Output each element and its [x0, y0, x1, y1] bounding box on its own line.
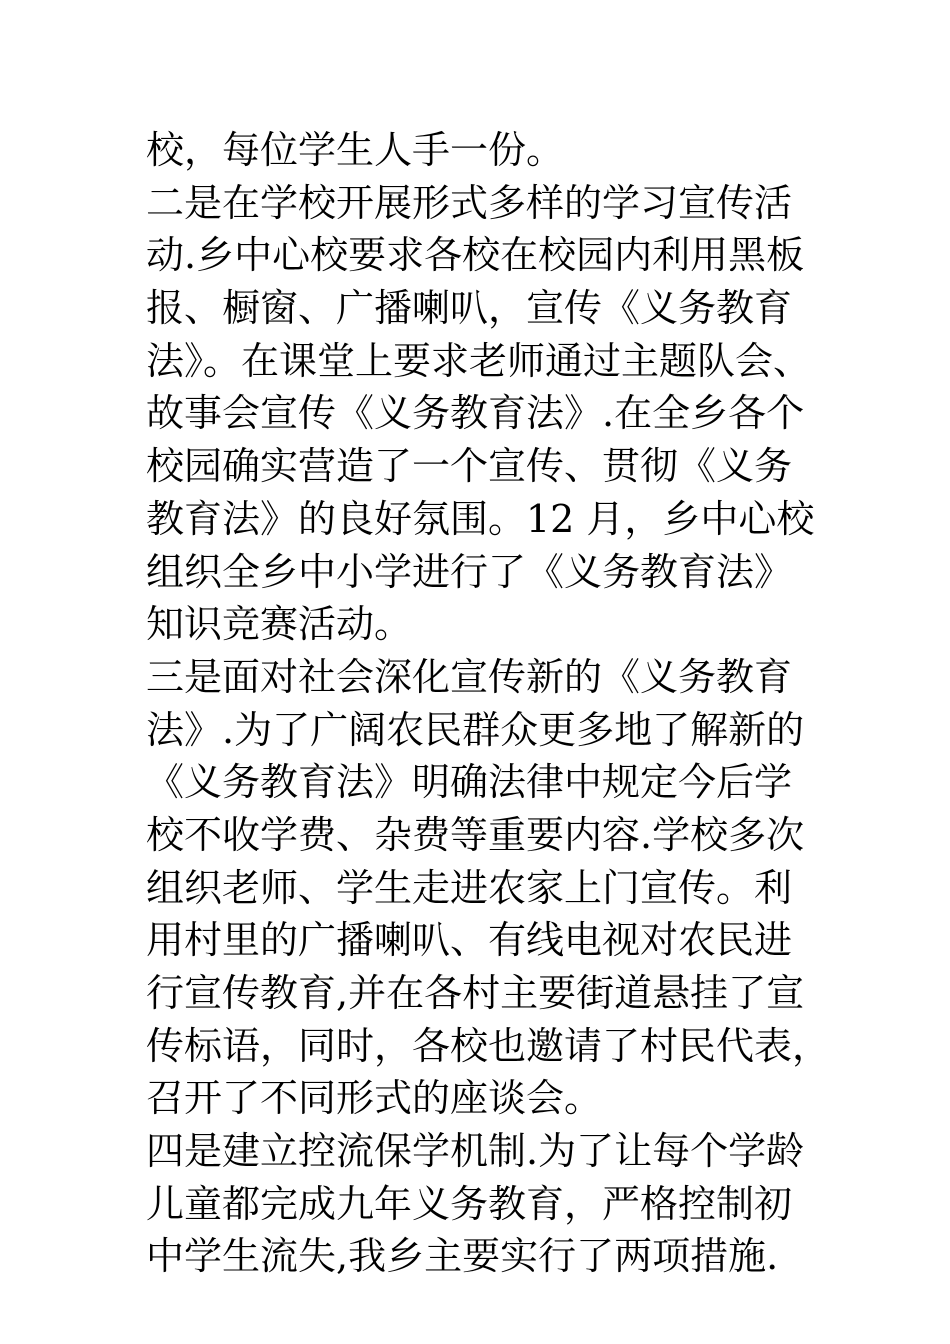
text-line: 动.乡中心校要求各校在校园内利用黑板	[146, 233, 805, 278]
text-line: 校园确实营造了一个宣传、贯彻《义务	[146, 444, 793, 489]
text-line: 中学生流失,我乡主要实行了两项措施.	[146, 1234, 779, 1279]
text-line: 四是建立控流保学机制.为了让每个学龄	[146, 1129, 805, 1174]
text-line: 校不收学费、杂费等重要内容.学校多次	[146, 812, 805, 857]
text-line: 三是面对社会深化宣传新的《义务教育	[146, 654, 793, 699]
text-line: 传标语，同时，各校也邀请了村民代表，	[146, 1023, 831, 1068]
text-line: 故事会宣传《义务教育法》.在全乡各个	[146, 391, 805, 436]
text-line: 儿童都完成九年义务教育，严格控制初	[146, 1181, 793, 1226]
text-line: 《义务教育法》明确法律中规定今后学	[146, 760, 793, 805]
text-line: 二是在学校开展形式多样的学习宣传活	[146, 180, 793, 225]
text-line: 组织全乡中小学进行了《义务教育法》	[146, 549, 793, 594]
text-line: 报、橱窗、广播喇叭，宣传《义务教育	[146, 286, 793, 331]
text-line: 法》.为了广阔农民群众更多地了解新的	[146, 707, 805, 752]
body-text	[146, 124, 831, 1283]
text-line: 校，每位学生人手一份。	[146, 128, 565, 172]
text-line: 召开了不同形式的座谈会。	[146, 1076, 603, 1121]
text-line: 教育法》的良好氛围。12 月，乡中心校	[146, 496, 815, 541]
text-line: 法》。在课堂上要求老师通过主题队会、	[146, 338, 812, 383]
text-line: 组织老师、学生走进农家上门宣传。利	[146, 865, 793, 910]
text-line: 知识竞赛活动。	[146, 602, 413, 647]
text-line: 行宣传教育,并在各村主要街道悬挂了宣	[146, 971, 805, 1015]
text-line: 用村里的广播喇叭、有线电视对农民进	[146, 918, 793, 963]
